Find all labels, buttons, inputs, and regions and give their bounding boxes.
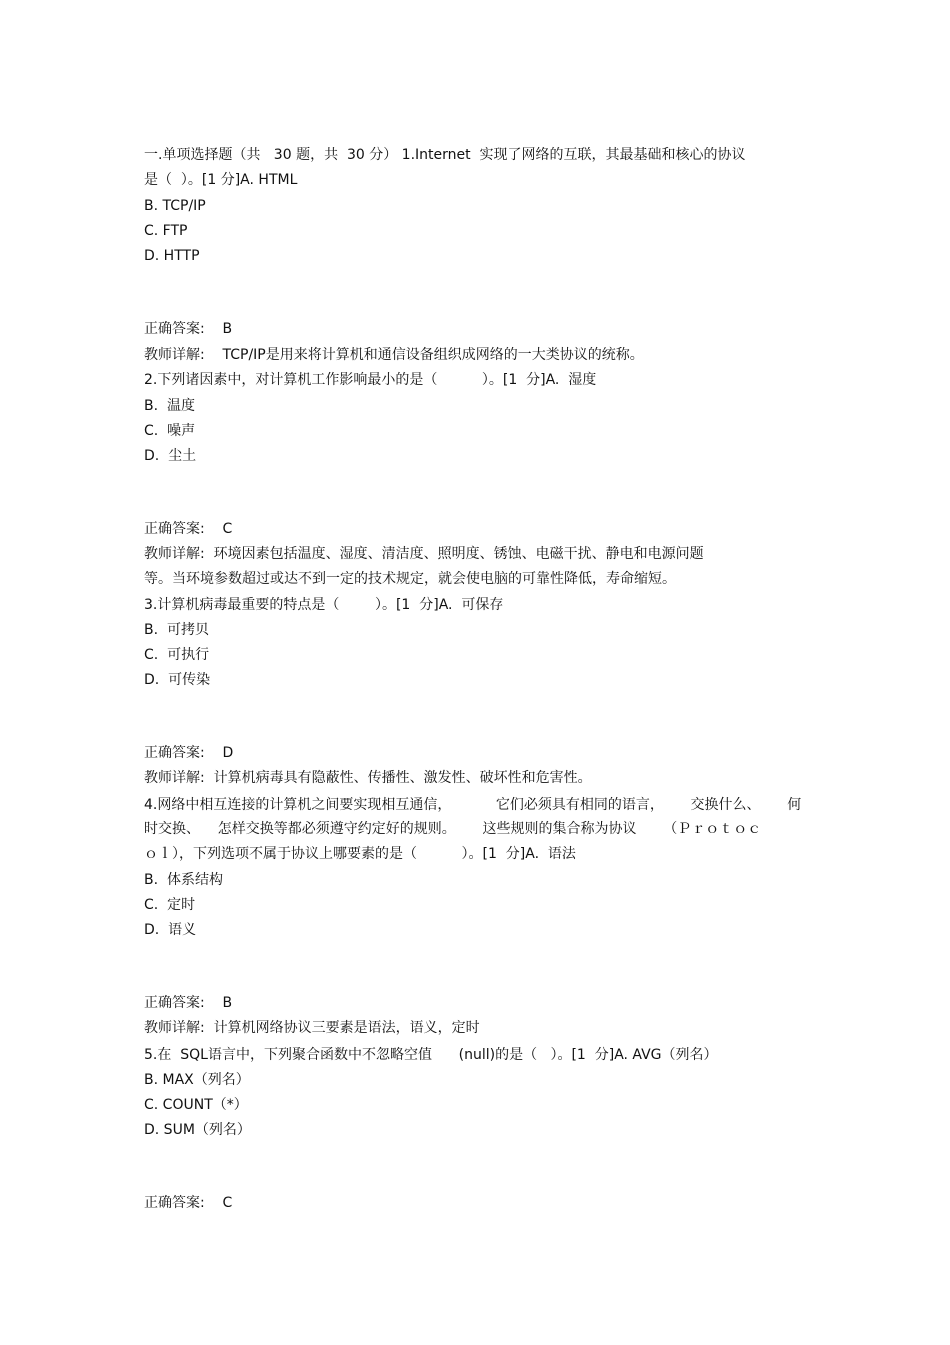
q1-option-d: D. HTTP <box>144 248 200 264</box>
q3-explanation: 教师详解: 计算机病毒具有隐蔽性、传播性、激发性、破坏性和危害性。 <box>144 770 592 786</box>
q4-answer: 正确答案: B <box>144 995 233 1011</box>
q2-option-d: D. 尘土 <box>144 448 197 464</box>
q5-option-b: B. MAX（列名） <box>144 1072 250 1088</box>
q4-option-c: C. 定时 <box>144 897 196 913</box>
q1-answer: 正确答案: B <box>144 321 233 337</box>
q4-stem-line-2: 时交换、 怎样交换等都必须遵守约定好的规则。 这些规则的集合称为协议 （Ｐｒｏｔｏｃ <box>144 821 762 837</box>
q2-option-b: B. 温度 <box>144 398 195 414</box>
q1-explanation: 教师详解: TCP/IP是用来将计算机和通信设备组织成网络的一大类协议的统称。 <box>144 347 644 363</box>
q2-explanation-line-2: 等。当环境参数超过或达不到一定的技术规定，就会使电脑的可靠性降低，寿命缩短。 <box>144 571 676 587</box>
q4-stem-line-1: 4.网络中相互连接的计算机之间要实现相互通信， 它们必须具有相同的语言， 交换什么、 何 <box>144 797 802 813</box>
q3-stem-option-a: 3.计算机病毒最重要的特点是（ ）。[1 分]A. 可保存 <box>144 597 504 613</box>
q5-answer: 正确答案: C <box>144 1195 233 1211</box>
q2-answer: 正确答案: C <box>144 521 233 537</box>
q5-option-d: D. SUM（列名） <box>144 1122 251 1138</box>
q3-answer: 正确答案: D <box>144 745 234 761</box>
q4-stem-line-3: ｏｌ），下列选项不属于协议上哪要素的是（ ）。[1 分]A. 语法 <box>144 846 576 862</box>
q3-option-b: B. 可拷贝 <box>144 622 209 638</box>
q1-stem-option-a: 是（ ）。[1 分]A. HTML <box>144 172 298 188</box>
q4-option-d: D. 语义 <box>144 922 197 938</box>
q2-stem-option-a: 2.下列诸因素中，对计算机工作影响最小的是（ ）。[1 分]A. 湿度 <box>144 372 597 388</box>
q5-option-c: C. COUNT（*） <box>144 1097 248 1113</box>
q3-option-c: C. 可执行 <box>144 647 210 663</box>
q2-option-c: C. 噪声 <box>144 423 196 439</box>
q3-option-d: D. 可传染 <box>144 672 211 688</box>
q5-stem-option-a: 5.在 SQL语言中，下列聚合函数中不忽略空值 (null)的是（ ）。[1 分]A. AVG（列名） <box>144 1047 718 1063</box>
q4-explanation: 教师详解: 计算机网络协议三要素是语法，语义，定时 <box>144 1020 480 1036</box>
q1-option-c: C. FTP <box>144 223 188 239</box>
q4-option-b: B. 体系结构 <box>144 872 223 888</box>
q2-explanation-line-1: 教师详解: 环境因素包括温度、湿度、清洁度、照明度、锈蚀、电磁干扰、静电和电源问题 <box>144 546 704 562</box>
q1-option-b: B. TCP/IP <box>144 198 206 214</box>
section-header-q1: 一.单项选择题（共 30 题，共 30 分） 1.Internet 实现了网络的互联，其最基础和核心的协议 <box>144 147 746 163</box>
